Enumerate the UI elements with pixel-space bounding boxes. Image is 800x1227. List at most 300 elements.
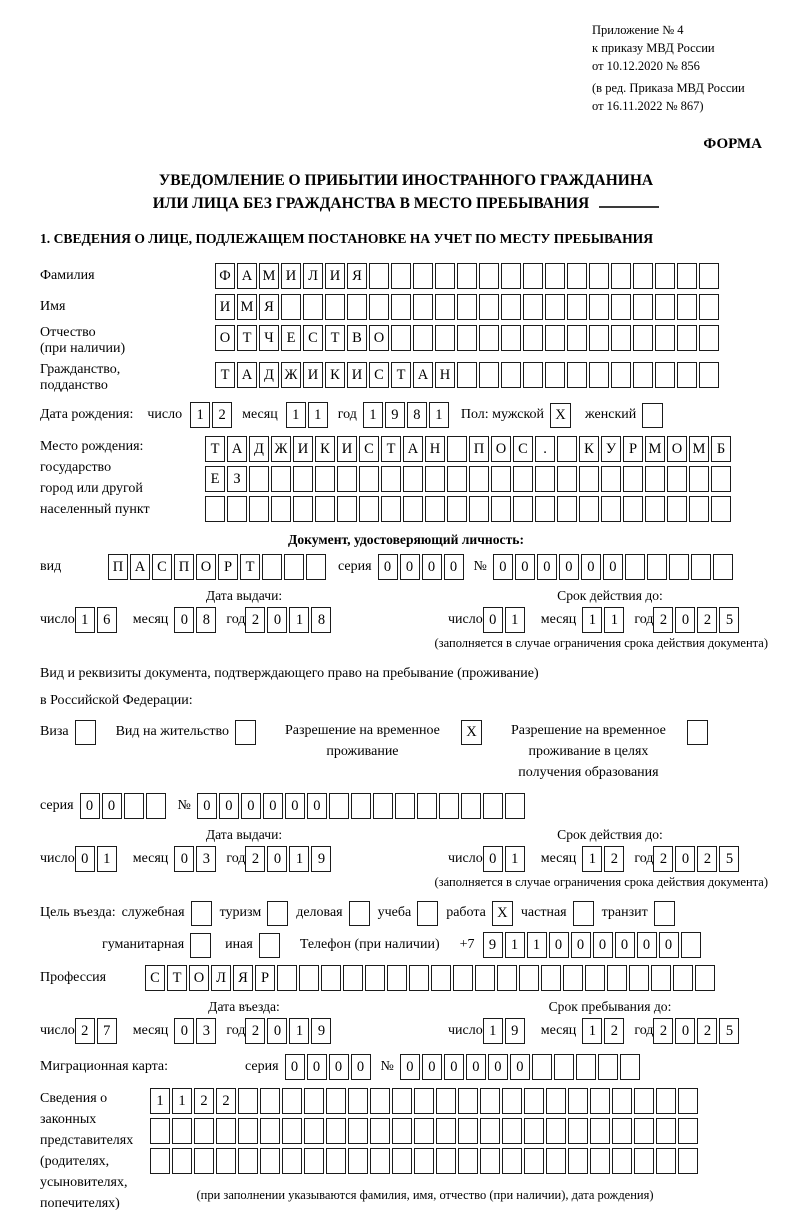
char-cell[interactable]: 0 <box>351 1054 371 1080</box>
char-cell[interactable]: . <box>535 436 555 462</box>
char-cell[interactable]: О <box>369 325 389 351</box>
char-cell[interactable] <box>458 1118 478 1144</box>
char-cell[interactable] <box>681 932 701 958</box>
char-cell[interactable] <box>678 1118 698 1144</box>
char-cell[interactable] <box>601 466 621 492</box>
char-cell[interactable] <box>282 1148 302 1174</box>
char-cell[interactable] <box>677 294 697 320</box>
char-cell[interactable]: 0 <box>241 793 261 819</box>
char-cell[interactable]: 0 <box>400 1054 420 1080</box>
char-cell[interactable] <box>546 1148 566 1174</box>
char-cell[interactable]: Е <box>205 466 225 492</box>
char-cell[interactable] <box>523 325 543 351</box>
char-cell[interactable]: А <box>237 362 257 388</box>
char-cell[interactable] <box>589 294 609 320</box>
char-cell[interactable] <box>457 294 477 320</box>
char-cell[interactable] <box>563 965 583 991</box>
char-cell[interactable] <box>501 263 521 289</box>
char-cell[interactable] <box>249 466 269 492</box>
char-cell[interactable] <box>403 466 423 492</box>
char-cell[interactable] <box>554 1054 574 1080</box>
char-cell[interactable] <box>365 965 385 991</box>
char-cell[interactable] <box>601 496 621 522</box>
char-cell[interactable] <box>337 496 357 522</box>
char-cell[interactable] <box>501 325 521 351</box>
char-cell[interactable] <box>457 263 477 289</box>
visa-checkbox[interactable] <box>75 720 96 745</box>
char-cell[interactable]: 0 <box>422 554 442 580</box>
char-cell[interactable] <box>403 496 423 522</box>
char-cell[interactable]: Т <box>167 965 187 991</box>
char-cell[interactable] <box>497 965 517 991</box>
char-cell[interactable] <box>590 1088 610 1114</box>
char-cell[interactable] <box>633 325 653 351</box>
char-cell[interactable]: 8 <box>407 402 427 428</box>
char-cell[interactable]: Р <box>623 436 643 462</box>
char-cell[interactable] <box>535 466 555 492</box>
char-cell[interactable]: С <box>369 362 389 388</box>
char-cell[interactable]: А <box>237 263 257 289</box>
char-cell[interactable] <box>677 325 697 351</box>
char-cell[interactable] <box>392 1148 412 1174</box>
purpose-transit-checkbox[interactable] <box>654 901 675 926</box>
char-cell[interactable]: Т <box>205 436 225 462</box>
char-cell[interactable] <box>435 263 455 289</box>
char-cell[interactable]: 0 <box>675 846 695 872</box>
char-cell[interactable] <box>623 466 643 492</box>
char-cell[interactable] <box>479 325 499 351</box>
char-cell[interactable] <box>387 965 407 991</box>
char-cell[interactable] <box>453 965 473 991</box>
char-cell[interactable]: 0 <box>581 554 601 580</box>
char-cell[interactable] <box>326 1088 346 1114</box>
char-cell[interactable] <box>519 965 539 991</box>
char-cell[interactable] <box>413 294 433 320</box>
char-cell[interactable] <box>348 1088 368 1114</box>
char-cell[interactable] <box>409 965 429 991</box>
char-cell[interactable] <box>567 325 587 351</box>
temp-residence-education-checkbox[interactable] <box>687 720 708 745</box>
char-cell[interactable] <box>238 1148 258 1174</box>
char-cell[interactable] <box>293 496 313 522</box>
char-cell[interactable] <box>475 965 495 991</box>
char-cell[interactable]: 0 <box>675 1018 695 1044</box>
char-cell[interactable]: 1 <box>75 607 95 633</box>
char-cell[interactable]: 8 <box>311 607 331 633</box>
char-cell[interactable]: П <box>108 554 128 580</box>
char-cell[interactable]: 0 <box>285 793 305 819</box>
char-cell[interactable]: 1 <box>505 932 525 958</box>
char-cell[interactable]: Я <box>347 263 367 289</box>
char-cell[interactable] <box>359 466 379 492</box>
char-cell[interactable] <box>480 1088 500 1114</box>
char-cell[interactable]: К <box>315 436 335 462</box>
char-cell[interactable] <box>326 1118 346 1144</box>
char-cell[interactable]: П <box>469 436 489 462</box>
char-cell[interactable]: А <box>130 554 150 580</box>
char-cell[interactable] <box>370 1088 390 1114</box>
char-cell[interactable] <box>523 294 543 320</box>
char-cell[interactable] <box>634 1148 654 1174</box>
char-cell[interactable]: 1 <box>190 402 210 428</box>
purpose-official-checkbox[interactable] <box>191 901 212 926</box>
char-cell[interactable]: Т <box>215 362 235 388</box>
char-cell[interactable] <box>146 793 166 819</box>
char-cell[interactable]: Б <box>711 436 731 462</box>
char-cell[interactable] <box>329 793 349 819</box>
char-cell[interactable] <box>436 1088 456 1114</box>
char-cell[interactable] <box>625 554 645 580</box>
char-cell[interactable] <box>612 1088 632 1114</box>
residence-permit-checkbox[interactable] <box>235 720 256 745</box>
char-cell[interactable] <box>633 263 653 289</box>
char-cell[interactable]: 0 <box>174 607 194 633</box>
char-cell[interactable]: 0 <box>675 607 695 633</box>
char-cell[interactable]: 0 <box>307 1054 327 1080</box>
char-cell[interactable]: Л <box>211 965 231 991</box>
char-cell[interactable] <box>545 362 565 388</box>
char-cell[interactable] <box>271 466 291 492</box>
char-cell[interactable]: 5 <box>719 1018 739 1044</box>
char-cell[interactable]: А <box>413 362 433 388</box>
char-cell[interactable]: С <box>152 554 172 580</box>
char-cell[interactable] <box>337 466 357 492</box>
char-cell[interactable] <box>370 1118 390 1144</box>
char-cell[interactable] <box>172 1148 192 1174</box>
char-cell[interactable] <box>689 496 709 522</box>
char-cell[interactable] <box>576 1054 596 1080</box>
purpose-business-checkbox[interactable] <box>349 901 370 926</box>
char-cell[interactable] <box>585 965 605 991</box>
char-cell[interactable]: Е <box>281 325 301 351</box>
char-cell[interactable] <box>303 294 323 320</box>
char-cell[interactable]: О <box>215 325 235 351</box>
char-cell[interactable]: 0 <box>422 1054 442 1080</box>
char-cell[interactable]: И <box>281 263 301 289</box>
char-cell[interactable] <box>711 496 731 522</box>
purpose-other-checkbox[interactable] <box>259 933 280 958</box>
char-cell[interactable] <box>532 1054 552 1080</box>
char-cell[interactable] <box>612 1118 632 1144</box>
char-cell[interactable]: 1 <box>604 607 624 633</box>
char-cell[interactable]: 1 <box>172 1088 192 1114</box>
char-cell[interactable]: 9 <box>385 402 405 428</box>
char-cell[interactable] <box>568 1088 588 1114</box>
char-cell[interactable]: 1 <box>286 402 306 428</box>
char-cell[interactable] <box>633 362 653 388</box>
char-cell[interactable] <box>392 1088 412 1114</box>
char-cell[interactable]: 0 <box>197 793 217 819</box>
char-cell[interactable]: 2 <box>653 846 673 872</box>
sex-male-checkbox[interactable]: X <box>550 403 571 428</box>
char-cell[interactable] <box>673 965 693 991</box>
char-cell[interactable] <box>689 466 709 492</box>
char-cell[interactable]: И <box>325 263 345 289</box>
char-cell[interactable] <box>651 965 671 991</box>
char-cell[interactable]: П <box>174 554 194 580</box>
char-cell[interactable]: И <box>215 294 235 320</box>
char-cell[interactable]: 0 <box>329 1054 349 1080</box>
char-cell[interactable] <box>457 325 477 351</box>
char-cell[interactable] <box>557 466 577 492</box>
char-cell[interactable] <box>304 1088 324 1114</box>
char-cell[interactable]: К <box>579 436 599 462</box>
char-cell[interactable]: 2 <box>245 607 265 633</box>
char-cell[interactable]: 0 <box>593 932 613 958</box>
char-cell[interactable]: 1 <box>150 1088 170 1114</box>
char-cell[interactable]: 2 <box>604 1018 624 1044</box>
char-cell[interactable]: С <box>145 965 165 991</box>
char-cell[interactable] <box>699 263 719 289</box>
char-cell[interactable]: И <box>347 362 367 388</box>
char-cell[interactable] <box>172 1118 192 1144</box>
char-cell[interactable] <box>598 1054 618 1080</box>
char-cell[interactable] <box>545 263 565 289</box>
char-cell[interactable] <box>589 263 609 289</box>
char-cell[interactable] <box>713 554 733 580</box>
char-cell[interactable] <box>678 1148 698 1174</box>
char-cell[interactable] <box>359 496 379 522</box>
char-cell[interactable]: 2 <box>697 607 717 633</box>
char-cell[interactable]: 0 <box>603 554 623 580</box>
char-cell[interactable] <box>271 496 291 522</box>
char-cell[interactable] <box>369 263 389 289</box>
char-cell[interactable] <box>620 1054 640 1080</box>
char-cell[interactable]: М <box>689 436 709 462</box>
char-cell[interactable]: 0 <box>263 793 283 819</box>
char-cell[interactable]: 0 <box>285 1054 305 1080</box>
char-cell[interactable]: Н <box>425 436 445 462</box>
char-cell[interactable]: 0 <box>267 607 287 633</box>
char-cell[interactable] <box>205 496 225 522</box>
char-cell[interactable]: Ж <box>271 436 291 462</box>
char-cell[interactable]: 0 <box>444 1054 464 1080</box>
char-cell[interactable]: 2 <box>194 1088 214 1114</box>
char-cell[interactable] <box>395 793 415 819</box>
char-cell[interactable] <box>436 1118 456 1144</box>
purpose-study-checkbox[interactable] <box>417 901 438 926</box>
char-cell[interactable] <box>304 1118 324 1144</box>
char-cell[interactable]: 0 <box>515 554 535 580</box>
char-cell[interactable] <box>260 1088 280 1114</box>
char-cell[interactable]: Н <box>435 362 455 388</box>
char-cell[interactable] <box>227 496 247 522</box>
char-cell[interactable]: 5 <box>719 846 739 872</box>
char-cell[interactable] <box>645 496 665 522</box>
purpose-humanitarian-checkbox[interactable] <box>190 933 211 958</box>
char-cell[interactable] <box>321 965 341 991</box>
char-cell[interactable] <box>645 466 665 492</box>
char-cell[interactable]: 0 <box>174 1018 194 1044</box>
char-cell[interactable]: М <box>237 294 257 320</box>
char-cell[interactable] <box>667 496 687 522</box>
char-cell[interactable]: 1 <box>483 1018 503 1044</box>
char-cell[interactable] <box>568 1118 588 1144</box>
char-cell[interactable]: 2 <box>75 1018 95 1044</box>
char-cell[interactable] <box>629 965 649 991</box>
char-cell[interactable] <box>669 554 689 580</box>
char-cell[interactable] <box>282 1118 302 1144</box>
char-cell[interactable] <box>124 793 144 819</box>
char-cell[interactable] <box>435 325 455 351</box>
char-cell[interactable] <box>150 1118 170 1144</box>
char-cell[interactable]: Р <box>255 965 275 991</box>
char-cell[interactable] <box>480 1118 500 1144</box>
char-cell[interactable]: 1 <box>429 402 449 428</box>
char-cell[interactable]: С <box>513 436 533 462</box>
char-cell[interactable]: Я <box>233 965 253 991</box>
char-cell[interactable] <box>469 496 489 522</box>
char-cell[interactable] <box>262 554 282 580</box>
char-cell[interactable]: А <box>227 436 247 462</box>
char-cell[interactable] <box>579 496 599 522</box>
char-cell[interactable] <box>425 466 445 492</box>
char-cell[interactable]: Ф <box>215 263 235 289</box>
char-cell[interactable]: 0 <box>307 793 327 819</box>
char-cell[interactable]: 0 <box>559 554 579 580</box>
char-cell[interactable] <box>304 1148 324 1174</box>
char-cell[interactable] <box>590 1148 610 1174</box>
char-cell[interactable]: 0 <box>615 932 635 958</box>
char-cell[interactable]: 2 <box>245 846 265 872</box>
temp-residence-checkbox[interactable]: X <box>461 720 482 745</box>
char-cell[interactable] <box>381 496 401 522</box>
char-cell[interactable] <box>524 1118 544 1144</box>
char-cell[interactable] <box>326 1148 346 1174</box>
char-cell[interactable] <box>655 294 675 320</box>
char-cell[interactable]: М <box>645 436 665 462</box>
char-cell[interactable]: 0 <box>637 932 657 958</box>
char-cell[interactable] <box>567 263 587 289</box>
char-cell[interactable]: Д <box>259 362 279 388</box>
char-cell[interactable]: 1 <box>582 1018 602 1044</box>
char-cell[interactable] <box>523 263 543 289</box>
char-cell[interactable]: И <box>337 436 357 462</box>
char-cell[interactable]: 1 <box>582 846 602 872</box>
char-cell[interactable] <box>391 325 411 351</box>
char-cell[interactable] <box>513 496 533 522</box>
char-cell[interactable]: 1 <box>363 402 383 428</box>
char-cell[interactable] <box>194 1118 214 1144</box>
char-cell[interactable] <box>667 466 687 492</box>
char-cell[interactable]: 0 <box>219 793 239 819</box>
char-cell[interactable] <box>281 294 301 320</box>
char-cell[interactable] <box>425 496 445 522</box>
char-cell[interactable]: 1 <box>97 846 117 872</box>
char-cell[interactable] <box>568 1148 588 1174</box>
char-cell[interactable]: 0 <box>549 932 569 958</box>
char-cell[interactable] <box>194 1148 214 1174</box>
char-cell[interactable] <box>343 965 363 991</box>
purpose-private-checkbox[interactable] <box>573 901 594 926</box>
char-cell[interactable]: А <box>403 436 423 462</box>
char-cell[interactable]: 1 <box>289 607 309 633</box>
char-cell[interactable] <box>611 325 631 351</box>
char-cell[interactable]: 0 <box>537 554 557 580</box>
char-cell[interactable] <box>315 466 335 492</box>
char-cell[interactable]: 0 <box>510 1054 530 1080</box>
char-cell[interactable]: 0 <box>483 607 503 633</box>
char-cell[interactable]: 2 <box>604 846 624 872</box>
char-cell[interactable] <box>656 1148 676 1174</box>
char-cell[interactable] <box>479 294 499 320</box>
purpose-work-checkbox[interactable]: X <box>492 901 513 926</box>
char-cell[interactable] <box>325 294 345 320</box>
char-cell[interactable] <box>315 496 335 522</box>
char-cell[interactable]: 3 <box>196 1018 216 1044</box>
char-cell[interactable]: 1 <box>308 402 328 428</box>
char-cell[interactable]: 0 <box>267 1018 287 1044</box>
char-cell[interactable] <box>634 1118 654 1144</box>
char-cell[interactable]: О <box>667 436 687 462</box>
char-cell[interactable] <box>590 1118 610 1144</box>
char-cell[interactable]: У <box>601 436 621 462</box>
char-cell[interactable] <box>501 362 521 388</box>
char-cell[interactable] <box>545 325 565 351</box>
char-cell[interactable] <box>284 554 304 580</box>
char-cell[interactable] <box>589 362 609 388</box>
char-cell[interactable] <box>249 496 269 522</box>
char-cell[interactable] <box>435 294 455 320</box>
char-cell[interactable]: Т <box>240 554 260 580</box>
char-cell[interactable] <box>458 1148 478 1174</box>
char-cell[interactable]: И <box>293 436 313 462</box>
char-cell[interactable] <box>607 965 627 991</box>
char-cell[interactable] <box>647 554 667 580</box>
char-cell[interactable]: Л <box>303 263 323 289</box>
char-cell[interactable] <box>711 466 731 492</box>
char-cell[interactable] <box>612 1148 632 1174</box>
char-cell[interactable] <box>677 263 697 289</box>
char-cell[interactable]: 5 <box>719 607 739 633</box>
char-cell[interactable]: 0 <box>75 846 95 872</box>
char-cell[interactable] <box>381 466 401 492</box>
char-cell[interactable] <box>238 1088 258 1114</box>
char-cell[interactable] <box>413 263 433 289</box>
char-cell[interactable] <box>431 965 451 991</box>
char-cell[interactable]: 0 <box>488 1054 508 1080</box>
char-cell[interactable] <box>524 1148 544 1174</box>
char-cell[interactable]: 1 <box>289 846 309 872</box>
char-cell[interactable] <box>483 793 503 819</box>
char-cell[interactable] <box>611 362 631 388</box>
char-cell[interactable]: Д <box>249 436 269 462</box>
char-cell[interactable]: 1 <box>289 1018 309 1044</box>
char-cell[interactable] <box>391 294 411 320</box>
char-cell[interactable]: С <box>303 325 323 351</box>
char-cell[interactable] <box>502 1088 522 1114</box>
char-cell[interactable] <box>567 362 587 388</box>
char-cell[interactable] <box>546 1088 566 1114</box>
char-cell[interactable]: К <box>325 362 345 388</box>
char-cell[interactable]: 7 <box>97 1018 117 1044</box>
char-cell[interactable] <box>535 496 555 522</box>
char-cell[interactable] <box>589 325 609 351</box>
char-cell[interactable] <box>347 294 367 320</box>
char-cell[interactable] <box>655 362 675 388</box>
char-cell[interactable] <box>436 1148 456 1174</box>
char-cell[interactable]: 1 <box>527 932 547 958</box>
char-cell[interactable] <box>439 793 459 819</box>
char-cell[interactable] <box>299 965 319 991</box>
char-cell[interactable] <box>373 793 393 819</box>
char-cell[interactable] <box>238 1118 258 1144</box>
char-cell[interactable]: 0 <box>493 554 513 580</box>
char-cell[interactable]: 1 <box>582 607 602 633</box>
char-cell[interactable] <box>351 793 371 819</box>
char-cell[interactable]: 2 <box>216 1088 236 1114</box>
char-cell[interactable] <box>557 496 577 522</box>
